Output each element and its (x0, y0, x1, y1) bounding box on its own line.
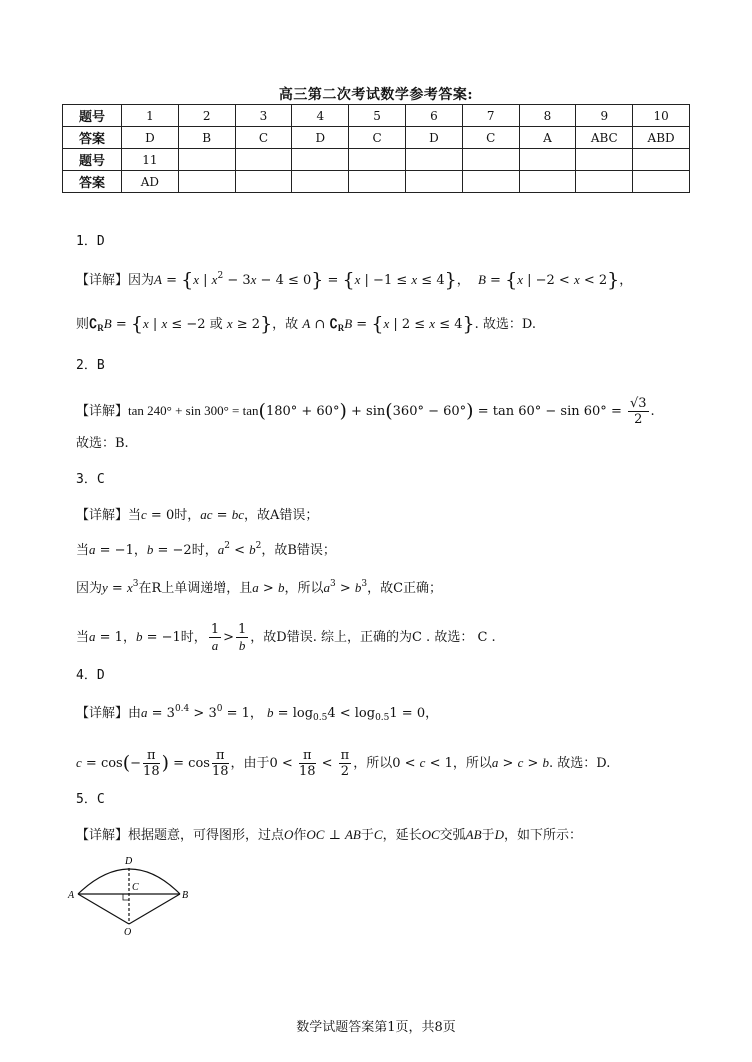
table-cell: 2 (178, 105, 235, 127)
page-footer: 数学试题答案第1页，共8页 (296, 1020, 456, 1035)
table-cell: AD (122, 171, 179, 193)
label-c: C (132, 882, 139, 893)
separator: ， (456, 273, 470, 288)
question-3-line-4: 当a = 1，b = −1时， $\frac{1}{a}$ > $\frac{1}{b}$ ，故D错误. 综上，正确的为C . 故选： C . (76, 622, 496, 653)
text: 于 (481, 828, 495, 843)
table-cell: C (235, 127, 292, 149)
prefix-text: 则 (76, 317, 90, 332)
question-5-line-1: 【详解】根据题意，可得图形，过点O作OC ⊥ AB于C，延长OC交弧AB于D，如下所示： (76, 827, 582, 843)
table-cell: 6 (405, 105, 462, 127)
table-cell (462, 149, 519, 171)
text: ，所以 (353, 756, 393, 771)
table-cell: 4 (292, 105, 349, 127)
table-cell: 7 (462, 105, 519, 127)
table-header-cell: 答案 (63, 171, 122, 193)
table-cell: 3 (235, 105, 292, 127)
table-cell: C (349, 127, 406, 149)
text: 因为 (76, 581, 103, 596)
label-o: O (124, 927, 132, 938)
text: ，故C正确； (367, 581, 443, 596)
text: ，故B错误； (261, 543, 336, 558)
table-cell (235, 171, 292, 193)
table-cell: D (405, 127, 462, 149)
text: 在R上单调递增，且 (138, 581, 253, 596)
detail-label: 【详解】因为 (76, 273, 155, 288)
answer-table (62, 104, 690, 193)
text: ，故D错误. 综上，正确的为C . 故选： (250, 630, 474, 645)
text: 时， (180, 630, 207, 645)
text: ，故A错误； (243, 508, 319, 523)
question-3-line-1: 【详解】当c = 0时，ac = bc，故A错误； (76, 507, 319, 523)
table-row (63, 171, 690, 193)
text: 当 (76, 630, 90, 645)
text: ， (133, 543, 147, 558)
question-1-line-1: 【详解】因为A = {x | $x^2 - 3x - 4 \le 0\} = \{x$ | −1 ≤ x ≤ 4}， B = {x | −2 < x < 2}， (76, 269, 633, 291)
question-4-line-2: c = cos(− $\frac{\pi}{18}$ ) = cos $\frac{\pi}{18}$ ，由于0 < $\frac{\pi}{18}$ < $\frac{\pi}{2}$ ，所以0 < c < 1，所以a > c > b. 故选：D. (76, 748, 611, 779)
sector-figure (66, 852, 196, 938)
segment-oa (78, 894, 129, 924)
table-header-cell: 答案 (63, 127, 122, 149)
label-b: B (182, 890, 189, 901)
question-1-line-2: 则$∁_RB = \{x$ | x ≤ −2 或 x ≥ 2}，故 A ∩ $∁_RB = \{x$ | 2 ≤ x ≤ 4}. 故选：D. (76, 313, 536, 335)
table-cell: 1 (122, 105, 179, 127)
table-cell (405, 171, 462, 193)
text: 交弧 (439, 828, 466, 843)
table-row (63, 127, 690, 149)
table-row (63, 105, 690, 127)
question-2-heading: 2．B (76, 358, 105, 373)
question-2-line-1: 【详解】tan 240° + sin 300° = tan(180° + 60°) + sin(360° − 60°) = tan 60° − sin 60° = $\frac{√3}{2}$ . (76, 396, 655, 427)
table-cell (462, 171, 519, 193)
table-cell (292, 149, 349, 171)
conclusion-text: . 故选：D. (474, 317, 536, 332)
table-cell: A (519, 127, 576, 149)
table-cell: ABC (576, 127, 633, 149)
text: ， (425, 706, 439, 721)
table-cell (405, 149, 462, 171)
table-cell (633, 171, 690, 193)
question-1-heading: 1．D (76, 234, 105, 249)
table-cell: 11 (122, 149, 179, 171)
detail-label: 【详解】根据题意，可得图形，过点 (76, 828, 285, 843)
table-cell: C (462, 127, 519, 149)
detail-label: 【详解】 (76, 404, 129, 419)
text: . 故选：D. (549, 756, 611, 771)
text: ，所以 (284, 581, 324, 596)
question-4-line-1: 【详解】由$a = 3^{0.4} > 3^0 = 1$， $b = \log_{0.5}4 < \log_{0.5}1 = 0$， (76, 704, 439, 723)
table-cell (235, 149, 292, 171)
question-3-line-2: 当a = −1，b = −2时，$a^2 < b^2$，故B错误； (76, 541, 336, 558)
question-3-line-3: 因为$y = x^3$在R上单调递增，且a > b，所以$a^3 > b^3$，故C正确； (76, 579, 443, 596)
segment-ob (129, 894, 180, 924)
table-cell (349, 149, 406, 171)
table-cell (576, 171, 633, 193)
table-cell (292, 171, 349, 193)
table-cell (576, 149, 633, 171)
table-cell: D (292, 127, 349, 149)
table-cell (519, 171, 576, 193)
right-angle-mark (123, 894, 129, 900)
question-4-heading: 4．D (76, 668, 105, 683)
table-cell (178, 171, 235, 193)
text: ，如下所示： (503, 828, 582, 843)
table-header-cell: 题号 (63, 149, 122, 171)
table-cell: B (178, 127, 235, 149)
text: ，由于 (230, 756, 270, 771)
text: 作 (293, 828, 307, 843)
label-d: D (125, 856, 133, 867)
question-5-heading: 5．C (76, 792, 105, 807)
table-cell: 10 (633, 105, 690, 127)
detail-label: 【详解】当 (76, 508, 142, 523)
table-cell (519, 149, 576, 171)
label-a: A (68, 890, 75, 901)
table-cell: ABD (633, 127, 690, 149)
table-cell: 9 (576, 105, 633, 127)
text: ，延长 (382, 828, 422, 843)
page-title: 高三第二次考试数学参考答案: (278, 87, 474, 103)
text: 当 (76, 543, 90, 558)
text: ， (122, 630, 136, 645)
table-cell (349, 171, 406, 193)
table-cell: D (122, 127, 179, 149)
text: ， (249, 706, 263, 721)
table-row (63, 149, 690, 171)
text: 时， (191, 543, 218, 558)
separator: ，故 (272, 317, 299, 332)
table-cell: 5 (349, 105, 406, 127)
text: ，所以 (452, 756, 492, 771)
text: C . (477, 630, 496, 645)
question-2-conclusion: 故选：B. (76, 436, 129, 451)
question-3-heading: 3．C (76, 472, 105, 487)
table-cell (178, 149, 235, 171)
text: 时， (174, 508, 201, 523)
table-header-cell: 题号 (63, 105, 122, 127)
detail-label: 【详解】由 (76, 706, 142, 721)
text: 于 (360, 828, 374, 843)
table-cell: 8 (519, 105, 576, 127)
or-text: 或 (209, 317, 223, 332)
table-cell (633, 149, 690, 171)
